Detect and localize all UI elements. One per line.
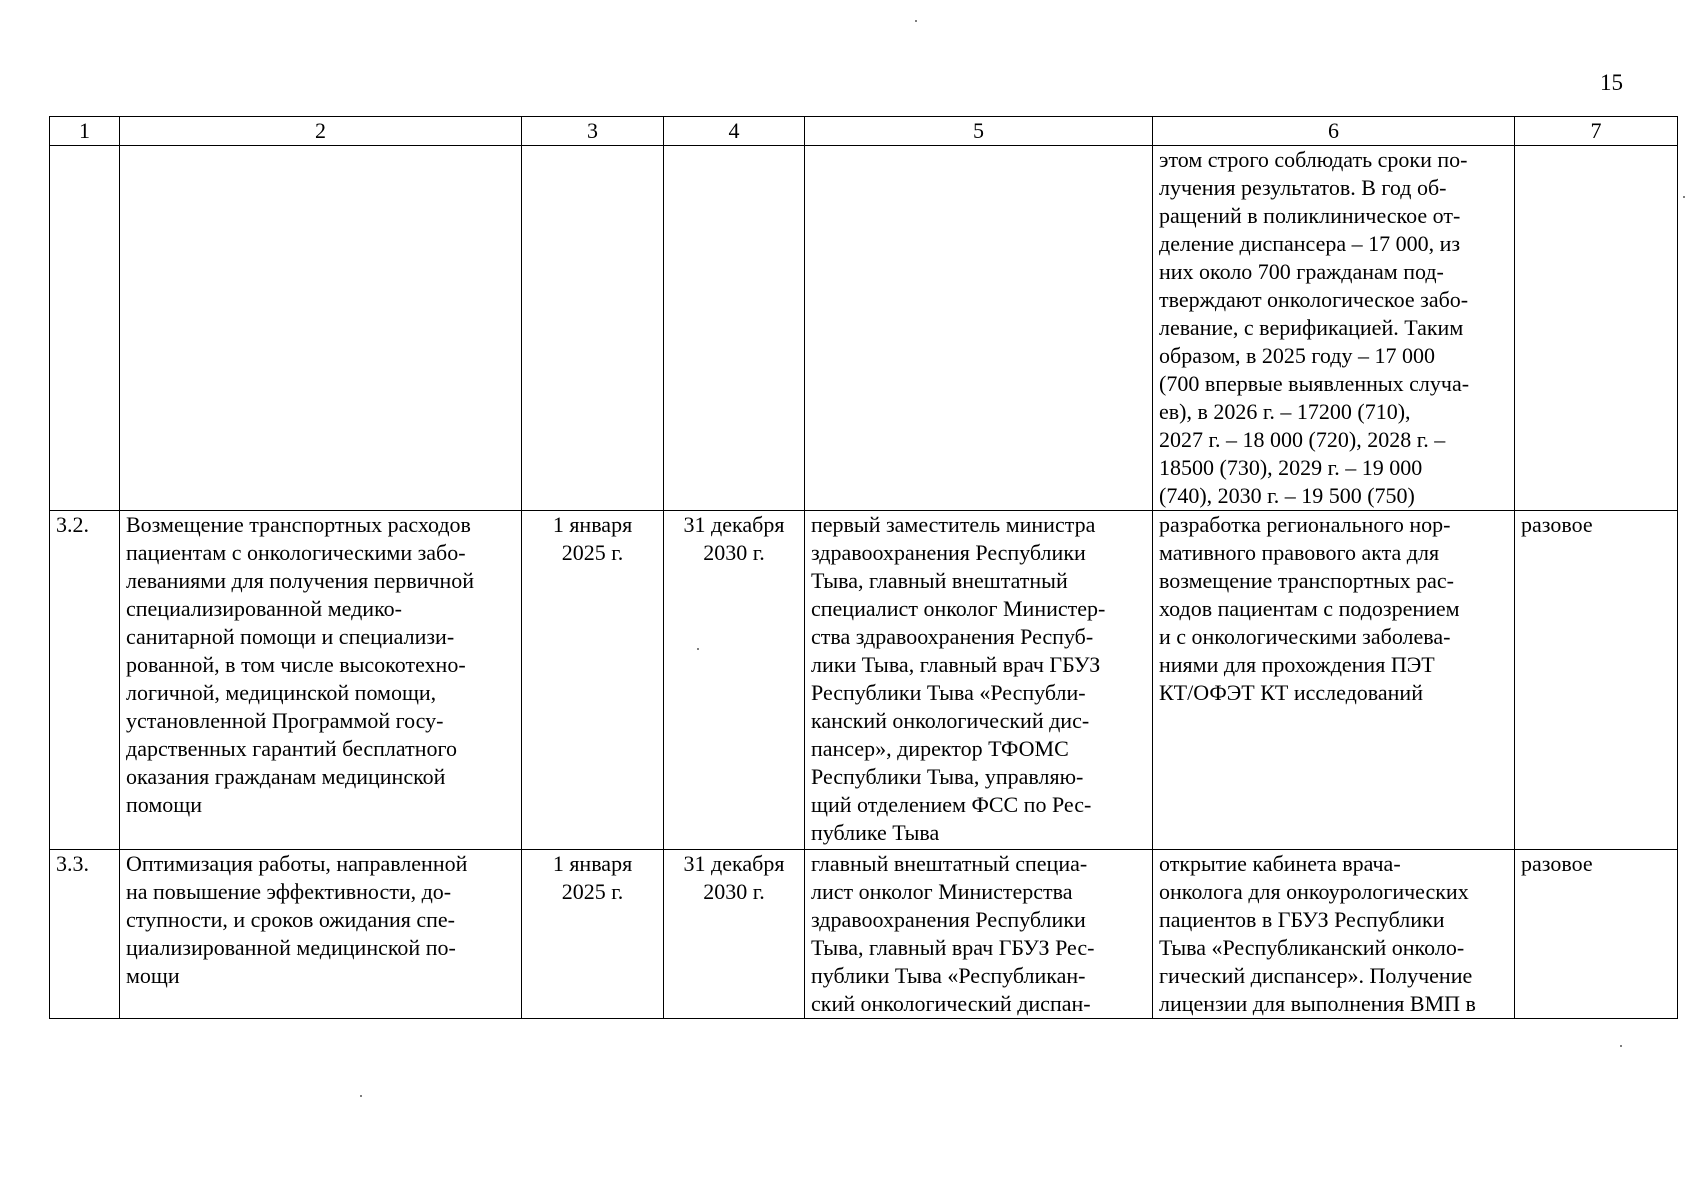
scan-speck: [360, 1095, 362, 1097]
column-header: 3: [522, 117, 664, 146]
cell-frequency: разовое: [1515, 511, 1678, 850]
cell-measure: Оптимизация работы, направленной на повышение эффективности, до- ступности, и сроков ожидания спе- циализированной медицинской по- мощи: [120, 850, 522, 1019]
cell-start: 1 января 2025 г.: [522, 850, 664, 1019]
column-header: 1: [50, 117, 120, 146]
table-row: [50, 511, 1678, 850]
cell-end: 31 декабря 2030 г.: [664, 511, 805, 850]
cell-num: 3.3.: [50, 850, 120, 1019]
cell-end: [664, 146, 805, 511]
cell-end: 31 декабря 2030 г.: [664, 850, 805, 1019]
cell-result: разработка регионального нор- мативного правового акта для возмещение транспортных рас- ходов пациентам с подозрением и с онкологическими заболева- ниями для прохождения ПЭТ КТ/ОФЭТ КТ исследований: [1153, 511, 1515, 850]
scan-speck: [915, 20, 917, 22]
scan-speck: [1620, 1045, 1622, 1047]
plan-table: [49, 116, 1678, 1019]
column-header: 7: [1515, 117, 1678, 146]
cell-num: [50, 146, 120, 511]
page-number: 15: [1600, 70, 1623, 95]
cell-num: 3.2.: [50, 511, 120, 850]
cell-measure: Возмещение транспортных расходов пациентам с онкологическими забо- леваниями для получения первичной специализированной медико- санитарной помощи и специализи- рованной, в том числе высокотехно- логичной, медицинской помощи, установленной Программой госу- дарственных гарантий бесплатного оказания гражданам медицинской помощи: [120, 511, 522, 850]
header-row: [50, 117, 1678, 146]
column-header: 2: [120, 117, 522, 146]
cell-frequency: [1515, 146, 1678, 511]
cell-responsible: первый заместитель министра здравоохранения Республики Тыва, главный внештатный специалист онколог Министер- ства здравоохранения Респуб- лики Тыва, главный врач ГБУЗ Республики Тыва «Республи- канский онкологический дис- пансер», директор ТФОМС Республики Тыва, управляю- щий отделением ФСС по Рес- публике Тыва: [805, 511, 1153, 850]
cell-frequency: разовое: [1515, 850, 1678, 1019]
cell-responsible: главный внештатный специа- лист онколог Министерства здравоохранения Республики Тыва, главный врач ГБУЗ Рес- публики Тыва «Республикан- ский онкологический диспан-: [805, 850, 1153, 1019]
table-row: [50, 850, 1678, 1019]
cell-start: 1 января 2025 г.: [522, 511, 664, 850]
table-row: [50, 146, 1678, 511]
scan-speck: [697, 648, 699, 650]
scan-speck: [1683, 196, 1685, 198]
cell-measure: [120, 146, 522, 511]
cell-result: этом строго соблюдать сроки по- лучения результатов. В год об- ращений в поликлиническое от- деление диспансера – 17 000, из них около 700 гражданам под- тверждают онкологическое забо- левание, с верификацией. Таким образом, в 2025 году – 17 000 (700 впервые выявленных случа- ев), в 2026 г. – 17200 (710), 2027 г. – 18 000 (720), 2028 г. – 18500 (730), 2029 г. – 19 000 (740), 2030 г. – 19 500 (750): [1153, 146, 1515, 511]
cell-start: [522, 146, 664, 511]
column-header: 4: [664, 117, 805, 146]
cell-result: открытие кабинета врача- онколога для онкоурологических пациентов в ГБУЗ Республики Тыва «Республиканский онколо- гический диспансер». Получение лицензии для выполнения ВМП в: [1153, 850, 1515, 1019]
cell-responsible: [805, 146, 1153, 511]
column-header: 6: [1153, 117, 1515, 146]
column-header: 5: [805, 117, 1153, 146]
